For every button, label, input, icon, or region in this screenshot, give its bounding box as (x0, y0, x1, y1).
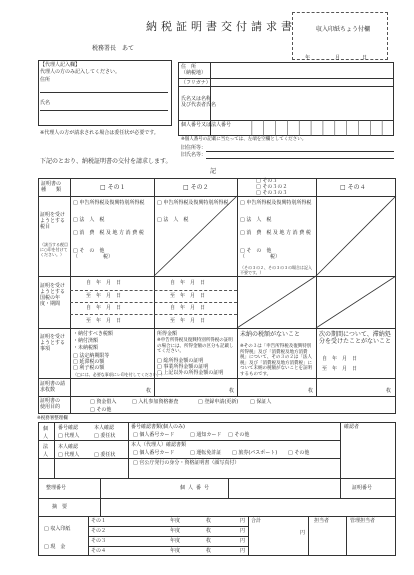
col-header-3[interactable]: □ その３ □ その３の２ □ その３の３ (256, 178, 288, 196)
count-col4-unit[interactable]: 枚 (386, 388, 392, 394)
purpose-item-4[interactable]: □ 法定納期限等 (73, 353, 110, 359)
former-name-label: 旧氏名等： (181, 152, 207, 158)
col-header-4[interactable]: □ その４ (340, 184, 366, 191)
personal-number-label: 個人番号 (180, 485, 213, 491)
fee-yen-4: 円 (240, 548, 246, 554)
col4-period-to[interactable]: 至 年 月 日 (322, 366, 358, 372)
use-label: 証明書の 使用目的 (40, 398, 61, 410)
office-id-check-2[interactable]: 本人確認 (94, 425, 115, 431)
fee-row-1: その１ (91, 518, 107, 524)
proxy-note: 代理人の方のみ記入してください。 (40, 69, 121, 75)
office-row-mark-1: 個 (43, 426, 49, 432)
tax-col3-note: （その３の２、その３の３の場合は記入不要です。） (240, 265, 312, 275)
tax-col1-item-1[interactable]: □ 申告所得税及復興特別所得税 (73, 200, 145, 206)
office-identity-2[interactable]: □ 運転免許証 (190, 450, 222, 456)
office-identity-4[interactable]: □ その他 (288, 450, 310, 456)
office-confirm-label: 確認者 (344, 424, 360, 430)
fee-yen-1: 円 (240, 518, 246, 524)
count-col2-unit[interactable]: 枚 (229, 388, 235, 394)
form-title: 納税証明書交付請求書 (146, 20, 296, 33)
mgmt-handler-label: 管理担当者 (350, 518, 376, 524)
fee-row-3: その３ (91, 538, 107, 544)
fee-year-1: 年度 (170, 518, 181, 524)
fee-year-2: 年度 (170, 528, 181, 534)
purpose-item-3: ・未納税額 (73, 345, 99, 351)
proxy-address-label: 住所 (40, 77, 51, 83)
cert-no-label: 証明番号 (352, 485, 373, 491)
fee-sheets-1: 枚 (206, 518, 212, 524)
col2-purpose-opt-1[interactable]: □ 総所得金額の証明 (157, 358, 204, 364)
tax-col3-item-1[interactable]: □ 申告所得税及復興特別所得税 (240, 200, 312, 206)
period-col2-to[interactable]: 至 年 月 日 (170, 293, 206, 299)
use-option-1[interactable]: □ 資金借入 (90, 399, 117, 405)
col3-purpose: 未納の税額がないこと (240, 331, 301, 338)
col4-period-from[interactable]: 自 年 月 日 (322, 356, 358, 362)
fee-sheets-3: 枚 (206, 538, 212, 544)
fee-row-2: その２ (91, 528, 107, 534)
office-number-doc-1[interactable]: □ 個人番号カード (133, 432, 175, 438)
count-col3-unit[interactable]: 枚 (308, 388, 314, 394)
receipt-stamp[interactable]: □ 収入印紙 (44, 526, 71, 532)
count-label: 証明書の請求枚数 (40, 381, 66, 393)
tax-note: （該当する税目に○印を付けてください。） (40, 242, 68, 257)
handler-label: 担当者 (314, 518, 330, 524)
fee-yen-3: 円 (240, 538, 246, 544)
purpose-note: （□には、必要な事項にレ印を付してください。） (73, 372, 165, 377)
period-col2-from[interactable]: 自 年 月 日 (170, 280, 206, 286)
office-delegation-2[interactable]: □ 委任状 (94, 452, 116, 458)
period-col1-from-2[interactable]: 自 年 月 日 (86, 305, 122, 311)
col3-purpose-note: ※その３は「申告所得税及復興特別所得税」及び「消費税及地方消費税」について、その３の２は「法人税」及び「消費税及地方消費税」について未納の税額がないことを証明するものです。 (240, 344, 312, 377)
use-option-2[interactable]: □ 入札参加資格審査 (132, 399, 179, 405)
office-proxy[interactable]: □ 代理人 (58, 433, 80, 439)
fee-sheets-2: 枚 (206, 528, 212, 534)
office-identity-1[interactable]: □ 個人番号カード (133, 450, 175, 456)
fee-row-4: その４ (91, 548, 107, 554)
summary-label: 摘 要 (52, 504, 68, 510)
office-row-mark-4: 人 (43, 452, 49, 458)
office-number-doc-3[interactable]: □ その他 (228, 432, 250, 438)
date-month: 月 (335, 55, 341, 61)
addressee: 税務署長 あて (92, 45, 135, 52)
use-option-4[interactable]: □ 保証人 (250, 399, 272, 405)
tax-col3-item-4[interactable]: □ そ の 他 （ 税） (240, 248, 281, 260)
applicant-furigana-label: （フリガナ） (181, 80, 211, 86)
fee-year-4: 年度 (170, 548, 181, 554)
period-col2-to-2[interactable]: 至 年 月 日 (170, 318, 206, 324)
tax-col1-item-3[interactable]: □ 消 費 税 及 地 方 消 費 税 (73, 230, 144, 236)
applicant-name-label: 氏名又は名称 及び代表者氏名 (181, 96, 217, 108)
office-identity-label: 本人（代理人）確認書類 (131, 442, 187, 448)
proxy-header: 【代理人記入欄】 (40, 62, 81, 68)
purpose-item-5[interactable]: □ 延滞税の額 (73, 359, 105, 365)
proxy-name-label: 氏名 (40, 100, 51, 106)
col2-purpose-opt-2[interactable]: □ 事業所得金額の証明 (157, 364, 209, 370)
former-address-label: 旧住所等： (181, 145, 207, 151)
reg-number-label: 整理番号 (46, 485, 67, 491)
period-col1-from[interactable]: 自 年 月 日 (86, 280, 122, 286)
total-yen: 円 (300, 530, 306, 536)
tax-col1-item-4[interactable]: □ そ の 他 （ 税） (73, 248, 114, 260)
use-option-3[interactable]: □ 登録申請(更新) (198, 399, 239, 405)
ki-mark: 記 (210, 168, 217, 175)
date-year: 年 (305, 55, 311, 61)
purpose-item-1: ・納付すべき税額 (73, 331, 113, 337)
tax-col3-item-2[interactable]: □ 法 人 税 (240, 217, 272, 223)
col-header-2[interactable]: □ その２ (183, 184, 209, 191)
fee-yen-2: 円 (240, 528, 246, 534)
tax-label: 証明を受けようとする税目 (40, 212, 66, 230)
office-number-doc-2[interactable]: □ 通知カード (190, 432, 222, 438)
office-row-mark-3: 法 (43, 444, 49, 450)
date-day: 日 (362, 55, 368, 61)
purpose-item-2: ・納付済額 (73, 338, 99, 344)
applicant-address-label: 住 所 （納税地） (181, 64, 207, 76)
col2-purpose-title: 所得金額 (157, 331, 178, 337)
tax-col2-item-1[interactable]: □ 申告所得税及復興特別所得税 (157, 200, 229, 206)
office-row-mark-2: 人 (43, 434, 49, 440)
proxy-footnote: ※代理人の方が請求される場合は委任状が必要です。 (40, 130, 159, 136)
fee-sheets-4: 枚 (206, 548, 212, 554)
period-col1-to-2[interactable]: 至 年 月 日 (86, 318, 122, 324)
col2-purpose-opt-3[interactable]: □ 上記以外の所得金額の証明 (157, 370, 224, 376)
period-col2-from-2[interactable]: 自 年 月 日 (170, 305, 206, 311)
kind-label: 証明書の 種 類 (41, 181, 62, 193)
office-id-check-3[interactable]: 本人確認 (58, 444, 79, 450)
request-sentence: 下記のとおり、納税証明書の交付を請求します。 (40, 158, 172, 165)
total-label: 合計 (251, 518, 262, 524)
applicant-number-note: ※個人番号の記載に当たっては、左端を空欄としてください。 (181, 137, 307, 142)
fee-year-3: 年度 (170, 538, 181, 544)
period-col1-to[interactable]: 至 年 月 日 (86, 293, 122, 299)
office-number-doc-label: 番号確認書類(個人のみ) (131, 424, 185, 430)
col-header-1[interactable]: □ その１ (100, 184, 126, 191)
period-label: 証明を受けようとする国税の年度・期間 (40, 283, 66, 307)
office-side-label: ※税務署整理欄 (37, 416, 68, 421)
purpose-label: 証明を受けようとする事項 (40, 334, 66, 352)
cash[interactable]: □ 現 金 (44, 544, 66, 550)
stamp-box-label: 収入印紙ちょう付欄 (316, 26, 371, 33)
tax-col2-item-2[interactable]: □ 法 人 税 (157, 217, 189, 223)
col2-purpose-note: ※申告所得税及復興特別所得税の証明の場合には、所得金額の区分も記載してください。 (157, 338, 234, 354)
tax-col1-item-2[interactable]: □ 法 人 税 (73, 217, 105, 223)
office-proxy-2[interactable]: □ 代理人 (58, 452, 80, 458)
purpose-item-6[interactable]: □ 利子税の額 (73, 365, 105, 371)
office-id-check-1[interactable]: 番号確認 (58, 425, 79, 431)
col4-purpose: 次の期間について、滞納処分を受けたことがないこと (319, 331, 392, 345)
office-delegation[interactable]: □ 委任状 (94, 433, 116, 439)
office-official[interactable]: □ 官公庁発行の身分・資格証明書（顔写真付） (133, 460, 240, 466)
use-option-5[interactable]: □ その他 (90, 407, 112, 413)
applicant-number-label: 個人番号又は法人番号 (181, 122, 232, 128)
count-col1-unit[interactable]: 枚 (146, 388, 152, 394)
office-identity-3[interactable]: □ 旅券(パスポート) (232, 450, 278, 456)
tax-col3-item-3[interactable]: □ 消 費 税 及 地 方 消 費 税 (240, 230, 311, 236)
